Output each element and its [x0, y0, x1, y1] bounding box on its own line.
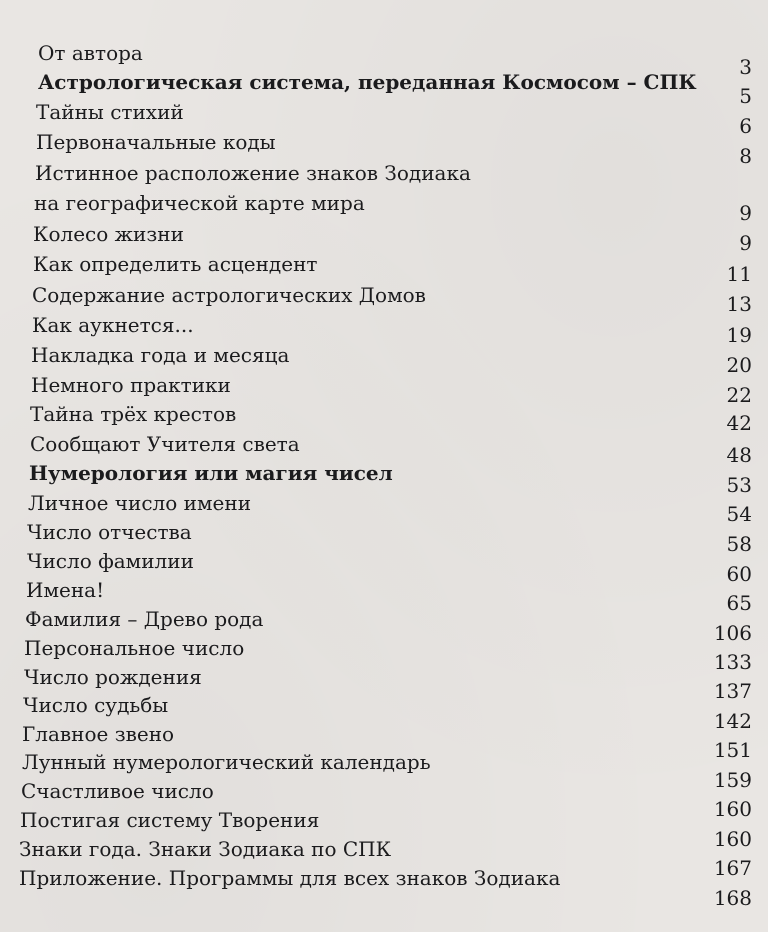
toc-entry-title: От автора — [38, 41, 143, 65]
toc-entry-title: Астрологическая система, переданная Космосом – СПК — [38, 70, 697, 94]
toc-entry-page-number: 3 — [739, 55, 752, 79]
toc-entry-title: Накладка года и месяца — [31, 343, 290, 367]
toc-entry-page-number: 9 — [739, 231, 752, 255]
toc-entry-title: Как аукнется... — [32, 313, 194, 337]
toc-entry-page-number: 133 — [713, 650, 752, 674]
toc-entry-title: Число отчества — [27, 520, 192, 544]
toc-entry-page-number: 9 — [739, 201, 752, 225]
toc-entry-page-number: 168 — [713, 886, 752, 910]
toc-entry-page-number: 13 — [726, 292, 752, 316]
toc-entry-page-number: 142 — [713, 709, 752, 733]
toc-entry-title: на географической карте мира — [34, 191, 365, 215]
toc-entry-page-number: 11 — [726, 262, 752, 286]
toc-entry-title: Постигая систему Творения — [20, 808, 320, 832]
toc-entry-title: Число фамилии — [27, 549, 194, 573]
toc-entry-page-number: 65 — [726, 591, 752, 615]
toc-entry-page-number: 5 — [739, 84, 752, 108]
toc-entry-page-number: 151 — [713, 738, 752, 762]
toc-entry-page-number: 106 — [713, 621, 752, 645]
toc-entry-title: Знаки года. Знаки Зодиака по СПК — [19, 837, 392, 861]
toc-entry-title: Истинное расположение знаков Зодиака — [35, 161, 471, 185]
toc-entry-title: Содержание астрологических Домов — [32, 283, 426, 307]
toc-entry-page-number: 159 — [713, 768, 752, 792]
toc-entry-title: Приложение. Программы для всех знаков Зодиака — [19, 866, 561, 890]
toc-entry-title: Счастливое число — [21, 779, 214, 803]
toc-entry-page-number: 160 — [713, 797, 752, 821]
toc-entry-title: Первоначальные коды — [36, 130, 276, 154]
toc-entry-title: Главное звено — [22, 722, 175, 746]
toc-entry-title: Нумерология или магия чисел — [29, 461, 393, 485]
toc-entry-page-number: 167 — [713, 856, 752, 880]
toc-entry-page-number: 20 — [726, 353, 752, 377]
toc-entry-page-number: 160 — [713, 827, 752, 851]
toc-entry-page-number: 48 — [726, 443, 752, 467]
toc-entry-title: Колесо жизни — [33, 222, 184, 246]
toc-entry-page-number: 54 — [726, 502, 752, 526]
toc-entry-page-number: 19 — [726, 323, 752, 347]
toc-entry-title: Имена! — [26, 578, 105, 602]
table-of-contents — [0, 38, 768, 918]
toc-entry-title: Лунный нумерологический календарь — [22, 750, 431, 774]
toc-entry-page-number: 8 — [739, 144, 752, 168]
toc-entry-title: Немного практики — [31, 373, 231, 397]
toc-entry-page-number: 60 — [726, 562, 752, 586]
toc-entry-page-number: 58 — [726, 532, 752, 556]
toc-entry-page-number: 6 — [739, 114, 752, 138]
toc-entry-page-number: 42 — [726, 411, 752, 435]
toc-entry-title: Личное число имени — [28, 491, 252, 515]
toc-entry-page-number: 22 — [726, 383, 752, 407]
toc-entry-title: Тайны стихий — [36, 100, 184, 124]
toc-entry-title: Сообщают Учителя света — [30, 432, 300, 456]
toc-entry-title: Тайна трёх крестов — [30, 402, 237, 426]
toc-entry-page-number: 53 — [726, 473, 752, 497]
toc-entry-title: Число судьбы — [23, 693, 169, 717]
toc-entry-title: Число рождения — [24, 665, 202, 689]
toc-entry-title: Персональное число — [24, 636, 245, 660]
toc-entry-page-number: 137 — [713, 679, 752, 703]
toc-entry-title: Фамилия – Древо рода — [25, 607, 264, 631]
toc-entry-title: Как определить асцендент — [33, 252, 318, 276]
